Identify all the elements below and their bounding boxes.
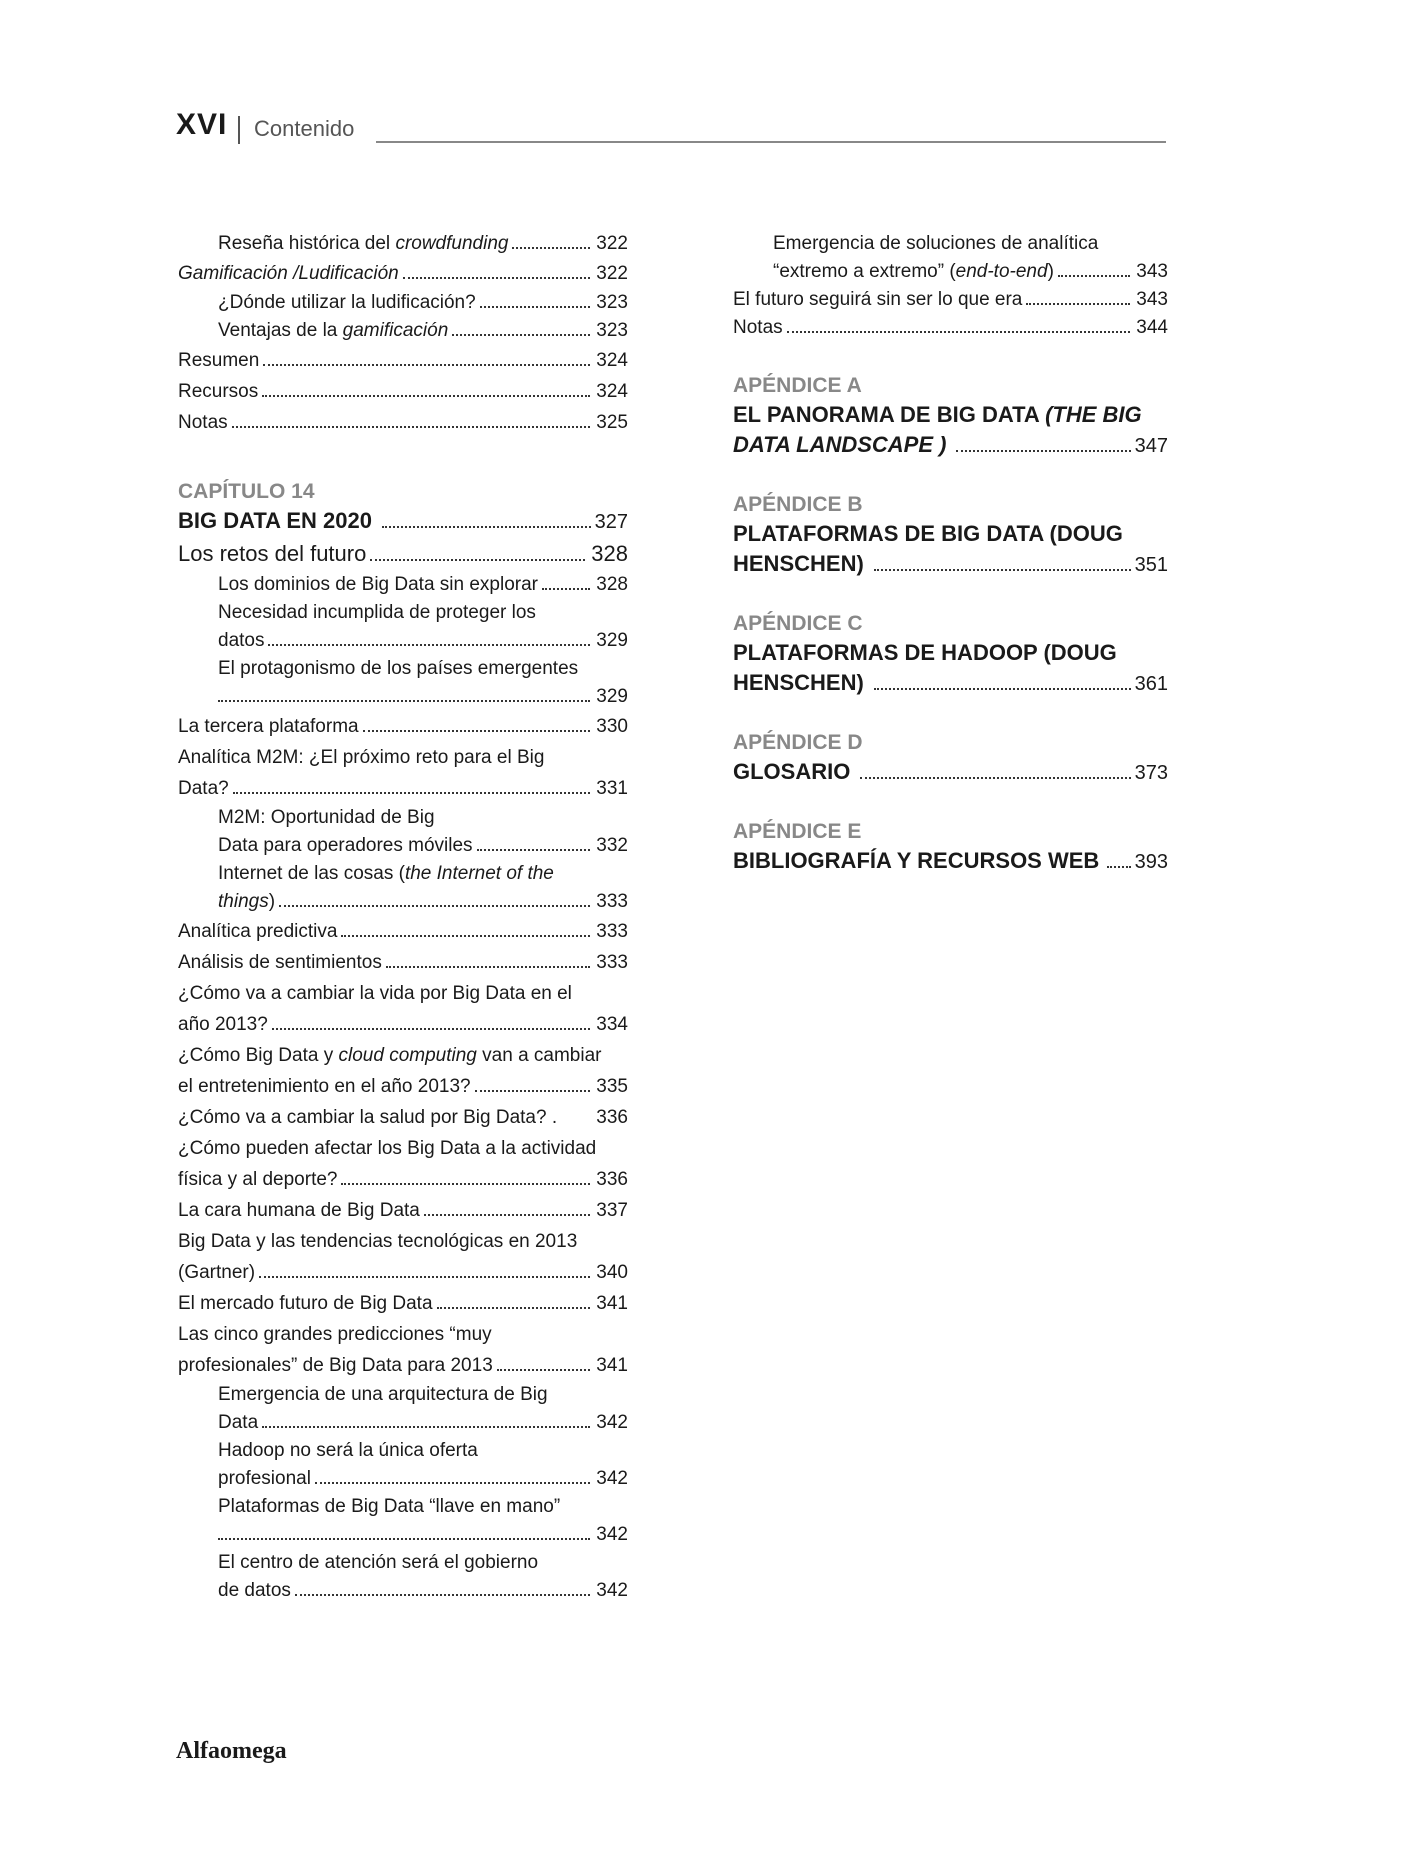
toc-entry[interactable]: Notas 325 xyxy=(178,407,628,438)
toc-top-entries xyxy=(178,230,628,438)
toc-entry[interactable]: La cara humana de Big Data 337 xyxy=(178,1200,628,1221)
toc-entry-appendix-a[interactable]: DATA LANDSCAPE ) 347 xyxy=(733,430,1168,461)
toc-entry-line: ¿Cómo pueden afectar los Big Data a la actividad xyxy=(178,1138,597,1159)
appendix-label: APÉNDICE A xyxy=(733,374,862,397)
page-ref: 325 xyxy=(596,412,628,433)
toc-entry[interactable]: Recursos 324 xyxy=(178,376,628,407)
page-ref: 347 xyxy=(1134,435,1168,457)
toc-entry[interactable]: Notas 344 xyxy=(733,317,1168,338)
toc-entry[interactable]: El futuro seguirá sin ser lo que era 343 xyxy=(733,289,1168,310)
toc-entry[interactable]: 342 xyxy=(178,1521,628,1549)
toc-entry-line: Plataformas de Big Data “llave en mano” xyxy=(218,1496,561,1517)
toc-entry[interactable]: things) 333 xyxy=(218,891,628,912)
toc-entry-line: ¿Cómo va a cambiar la vida por Big Data en el xyxy=(178,983,572,1004)
toc-entry[interactable]: año 2013? 334 xyxy=(178,1014,628,1035)
toc-right-column xyxy=(733,230,1168,877)
toc-entry-line: Internet de las cosas (the Internet of the xyxy=(218,863,554,884)
toc-entry[interactable]: ¿Dónde utilizar la ludificación? 323 xyxy=(178,289,628,317)
toc-entry-line: Hadoop no será la única oferta xyxy=(218,1440,478,1461)
toc-entry[interactable]: Analítica predictiva 333 xyxy=(178,921,628,942)
toc-entry[interactable]: Gamificación /Ludificación 322 xyxy=(178,258,628,289)
toc-entry-line: El protagonismo de los países emergentes xyxy=(218,658,579,679)
toc-entry[interactable]: 329 xyxy=(178,683,628,711)
publisher-name: Alfaomega xyxy=(176,1738,287,1764)
appendix-label: APÉNDICE D xyxy=(733,731,863,754)
toc-entry[interactable]: Resumen 324 xyxy=(178,345,628,376)
page-ref: 322 xyxy=(596,263,628,284)
page-ref: 327 xyxy=(594,511,628,533)
toc-entry[interactable]: La tercera plataforma 330 xyxy=(178,716,628,737)
toc-entry[interactable]: Data? 331 xyxy=(178,778,628,799)
toc-entry[interactable]: El mercado futuro de Big Data 341 xyxy=(178,1293,628,1314)
toc-entry-appendix-c[interactable]: HENSCHEN) 361 xyxy=(733,668,1168,699)
toc-entry[interactable]: profesionales” de Big Data para 2013 341 xyxy=(178,1355,628,1376)
toc-entry[interactable]: física y al deporte? 336 xyxy=(178,1169,628,1190)
toc-entry[interactable]: Los retos del futuro 328 xyxy=(178,541,628,566)
toc-left-column xyxy=(178,230,628,1605)
appendix-label: APÉNDICE C xyxy=(733,612,863,635)
toc-entry-chapter-14[interactable] xyxy=(178,506,628,537)
appendix-title-line: EL PANORAMA DE BIG DATA (THE BIG xyxy=(733,402,1142,427)
chapter-label: CAPÍTULO 14 xyxy=(178,480,315,503)
toc-entry[interactable]: Análisis de sentimientos 333 xyxy=(178,952,628,973)
toc-entry[interactable]: (Gartner) 340 xyxy=(178,1262,628,1283)
chapter-title: BIG DATA EN 2020 xyxy=(178,508,372,533)
page-ref: 324 xyxy=(596,381,628,402)
appendix-title-line: PLATAFORMAS DE BIG DATA (DOUG xyxy=(733,521,1123,546)
section-title: Contenido xyxy=(254,116,355,141)
page-ref: 323 xyxy=(596,292,628,313)
toc-entry[interactable]: Reseña histórica del crowdfunding 322 xyxy=(178,230,628,258)
header-divider xyxy=(238,116,240,144)
toc-entry-line: Big Data y las tendencias tecnológicas en 2013 xyxy=(178,1231,578,1252)
toc-entry-line: Analítica M2M: ¿El próximo reto para el Big xyxy=(178,747,545,768)
toc-entry[interactable]: Los dominios de Big Data sin explorar 328 xyxy=(218,574,628,595)
toc-entry-line: Emergencia de una arquitectura de Big xyxy=(218,1384,548,1405)
toc-entry[interactable]: “extremo a extremo” (end-to-end) 343 xyxy=(773,261,1168,282)
toc-entry-appendix-b[interactable]: HENSCHEN) 351 xyxy=(733,549,1168,580)
toc-entry-appendix-e[interactable]: BIBLIOGRAFÍA Y RECURSOS WEB 393 xyxy=(733,846,1168,877)
toc-entry-line: El centro de atención será el gobierno xyxy=(218,1552,539,1573)
toc-entry[interactable]: datos 329 xyxy=(218,630,628,651)
page-ref: 323 xyxy=(596,320,628,341)
toc-entry[interactable]: profesional 342 xyxy=(218,1468,628,1489)
toc-entry-line: M2M: Oportunidad de Big xyxy=(218,807,435,828)
page-ref: 351 xyxy=(1134,554,1168,576)
toc-entry-line: Necesidad incumplida de proteger los xyxy=(218,602,536,623)
page-ref: 393 xyxy=(1134,851,1168,873)
page-number: XVI xyxy=(176,108,228,141)
appendix-title-line: PLATAFORMAS DE HADOOP (DOUG xyxy=(733,640,1117,665)
page-ref: 361 xyxy=(1134,673,1168,695)
header-rule xyxy=(376,141,1166,143)
appendix-label: APÉNDICE E xyxy=(733,820,862,843)
page-ref: 322 xyxy=(596,233,628,254)
toc-entry[interactable]: Data 342 xyxy=(218,1412,628,1433)
toc-entry-line: Las cinco grandes predicciones “muy xyxy=(178,1324,492,1345)
page-ref: 324 xyxy=(596,350,628,371)
toc-entry[interactable]: de datos 342 xyxy=(218,1580,628,1601)
toc-entry[interactable]: Ventajas de la gamificación 323 xyxy=(178,317,628,345)
toc-entry-appendix-d[interactable]: GLOSARIO 373 xyxy=(733,757,1168,788)
toc-entry[interactable]: el entretenimiento en el año 2013? 335 xyxy=(178,1076,628,1097)
page-header xyxy=(176,108,1166,148)
toc-entry[interactable]: Data para operadores móviles 332 xyxy=(218,835,628,856)
toc-entry-line: Emergencia de soluciones de analítica xyxy=(773,233,1099,254)
page-ref: 373 xyxy=(1134,762,1168,784)
toc-entry[interactable]: ¿Cómo va a cambiar la salud por Big Data? . 336 xyxy=(178,1107,628,1128)
toc-entry-line: ¿Cómo Big Data y cloud computing van a cambiar xyxy=(178,1045,602,1066)
appendix-label: APÉNDICE B xyxy=(733,493,863,516)
